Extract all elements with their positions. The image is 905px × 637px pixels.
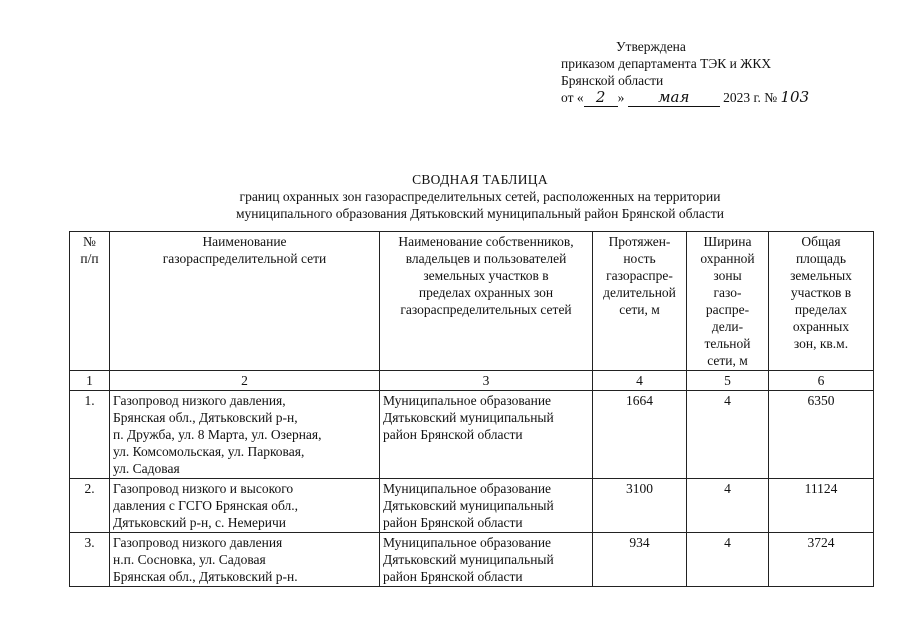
network-length: 934 [593, 533, 687, 587]
network-length: 3100 [593, 479, 687, 533]
column-number: 1 [70, 371, 110, 391]
summary-table [69, 231, 874, 587]
handwritten-order-number: 103 [780, 88, 810, 106]
zone-area: 11124 [769, 479, 874, 533]
owner-name: Муниципальное образование Дятьковский муниципальный район Брянской области [380, 479, 593, 533]
zone-width: 4 [687, 533, 769, 587]
year-and-number-label: 2023 г. № [723, 90, 778, 105]
handwritten-month: мая [628, 89, 720, 107]
document-heading [120, 171, 840, 222]
column-number: 3 [380, 371, 593, 391]
network-name: Газопровод низкого давления, Брянская обл., Дятьковский р-н, п. Дружба, ул. 8 Марта, ул. Озерная, ул. Комсомольская, ул. Парковая, ул. Садовая [110, 391, 380, 479]
document-subtitle-line1: границ охранных зон газораспределительных сетей, расположенных на территории [239, 189, 721, 204]
column-number: 4 [593, 371, 687, 391]
approval-order-line: приказом департамента ТЭК и ЖКХ [561, 56, 772, 71]
header-area: Общая площадь земельных участков в пределах охранных зон, кв.м. [769, 232, 874, 371]
handwritten-day: 2 [584, 89, 618, 107]
network-name: Газопровод низкого и высокого давления с ГСГО Брянская обл., Дятьковский р-н, с. Немеричи [110, 479, 380, 533]
column-number: 5 [687, 371, 769, 391]
approval-date-line [561, 89, 881, 107]
table-header-row [70, 232, 874, 371]
table-row [70, 533, 874, 587]
table-row [70, 479, 874, 533]
network-length: 1664 [593, 391, 687, 479]
header-zone-width: Ширина охранной зоны газо- распре- дели- тельной сети, м [687, 232, 769, 371]
column-number-row [70, 371, 874, 391]
zone-width: 4 [687, 479, 769, 533]
network-name: Газопровод низкого давления н.п. Сосновка, ул. Садовая Брянская обл., Дятьковский р-н. [110, 533, 380, 587]
approval-title: Утверждена [616, 39, 686, 54]
zone-width: 4 [687, 391, 769, 479]
header-owners: Наименование собственников, владельцев и пользователей земельных участков в пределах охранных зон газораспределительных сетей [380, 232, 593, 371]
row-number: 1. [70, 391, 110, 479]
zone-area: 6350 [769, 391, 874, 479]
zone-area: 3724 [769, 533, 874, 587]
header-length: Протяжен- ность газораспре- делительной сети, м [593, 232, 687, 371]
row-number: 3. [70, 533, 110, 587]
table-row [70, 391, 874, 479]
column-number: 2 [110, 371, 380, 391]
document-title: СВОДНАЯ ТАБЛИЦА [412, 172, 548, 187]
owner-name: Муниципальное образование Дятьковский муниципальный район Брянской области [380, 391, 593, 479]
approval-region-line: Брянской области [561, 73, 664, 88]
date-prefix: от « [561, 90, 584, 105]
row-number: 2. [70, 479, 110, 533]
header-number: № п/п [70, 232, 110, 371]
header-network-name: Наименование газораспределительной сети [110, 232, 380, 371]
owner-name: Муниципальное образование Дятьковский муниципальный район Брянской области [380, 533, 593, 587]
document-subtitle-line2: муниципального образования Дятьковский муниципальный район Брянской области [236, 206, 724, 221]
approval-block [561, 38, 881, 107]
date-mid: » [617, 90, 625, 105]
column-number: 6 [769, 371, 874, 391]
